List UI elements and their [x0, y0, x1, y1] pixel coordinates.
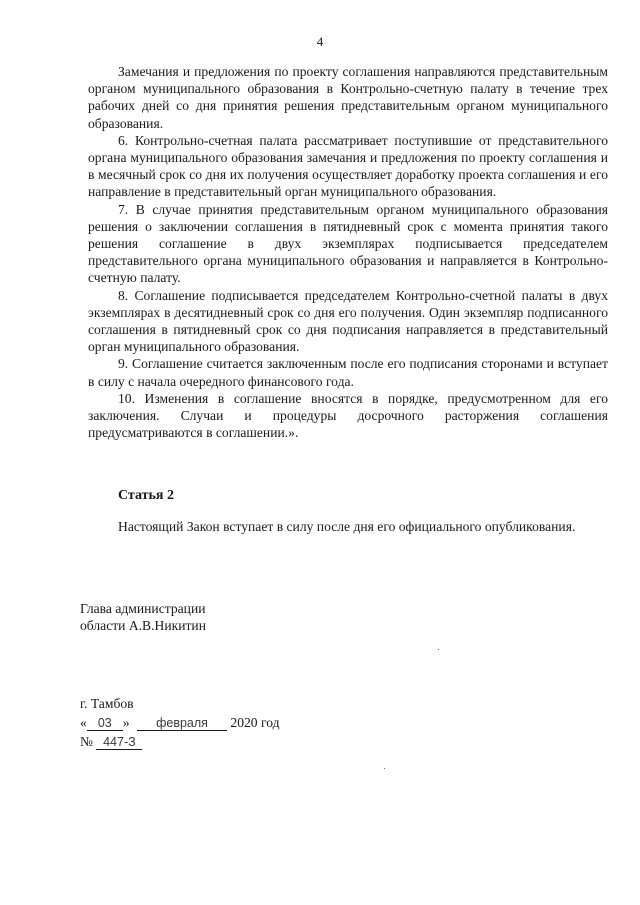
date-close-quote: » [122, 715, 130, 730]
place-name: г. Тамбов [80, 696, 134, 711]
document-number-line [80, 732, 280, 751]
document-number: 447-З [96, 736, 142, 750]
place-date-block [80, 694, 280, 751]
number-prefix: № [80, 734, 93, 749]
date-line [80, 713, 280, 732]
article-text: Настоящий Закон вступает в силу после дня его официального опубликования. [118, 519, 576, 534]
paragraph-item-8: 8. Соглашение подписывается председателем Контрольно-счетной палаты в двух экземплярах в десятидневный срок со дня его получения. Один экземпляр подписанного соглашения в пятидневный срок со дня подписания направляется в представительный орган муниципального образования. [88, 287, 608, 355]
date-day: 03 [87, 717, 123, 731]
paragraph-item-7: 7. В случае принятия представительным органом муниципального образования решения о заключении соглашения в пятидневный срок с момента принятия такого решения соглашение в двух экземплярах подписывается председателем представительного органа муниципального образования и направляется в Контрольно-счетную палату. [88, 201, 608, 286]
date-month: февраля [137, 717, 227, 731]
article-heading: Статья 2 [118, 488, 174, 503]
paragraph-remarks: Замечания и предложения по проекту соглашения направляются представительным органом муниципального образования в Контрольно-счетную палату в течение трех рабочих дней со дня принятия решения представительным органом муниципального образования. [88, 64, 608, 131]
signature-block [80, 600, 206, 634]
signature-name: области А.В.Никитин [80, 618, 206, 633]
page-number: 4 [316, 34, 324, 49]
paragraph-item-6: 6. Контрольно-счетная палата рассматривает поступившие от представительного органа муниципального образования замечания и предложения по проекту соглашения и в месячный срок со дня их получения осуществляет доработку проекта соглашения и его направление в представительный орган муниципального образования. [88, 132, 608, 200]
date-year: 2020 год [230, 715, 280, 730]
scan-speck [438, 649, 439, 650]
paragraph-item-10: 10. Изменения в соглашение вносятся в порядке, предусмотренном для его заключения. Случаи и процедуры досрочного расторжения соглашения предусматриваются в соглашении.». [88, 390, 608, 441]
paragraph-item-9: 9. Соглашение считается заключенным после его подписания сторонами и вступает в силу с начала очередного финансового года. [88, 356, 608, 389]
date-open-quote: « [80, 715, 87, 730]
scan-speck [384, 768, 385, 769]
signature-title: Глава администрации [80, 601, 206, 616]
document-body [88, 63, 608, 441]
